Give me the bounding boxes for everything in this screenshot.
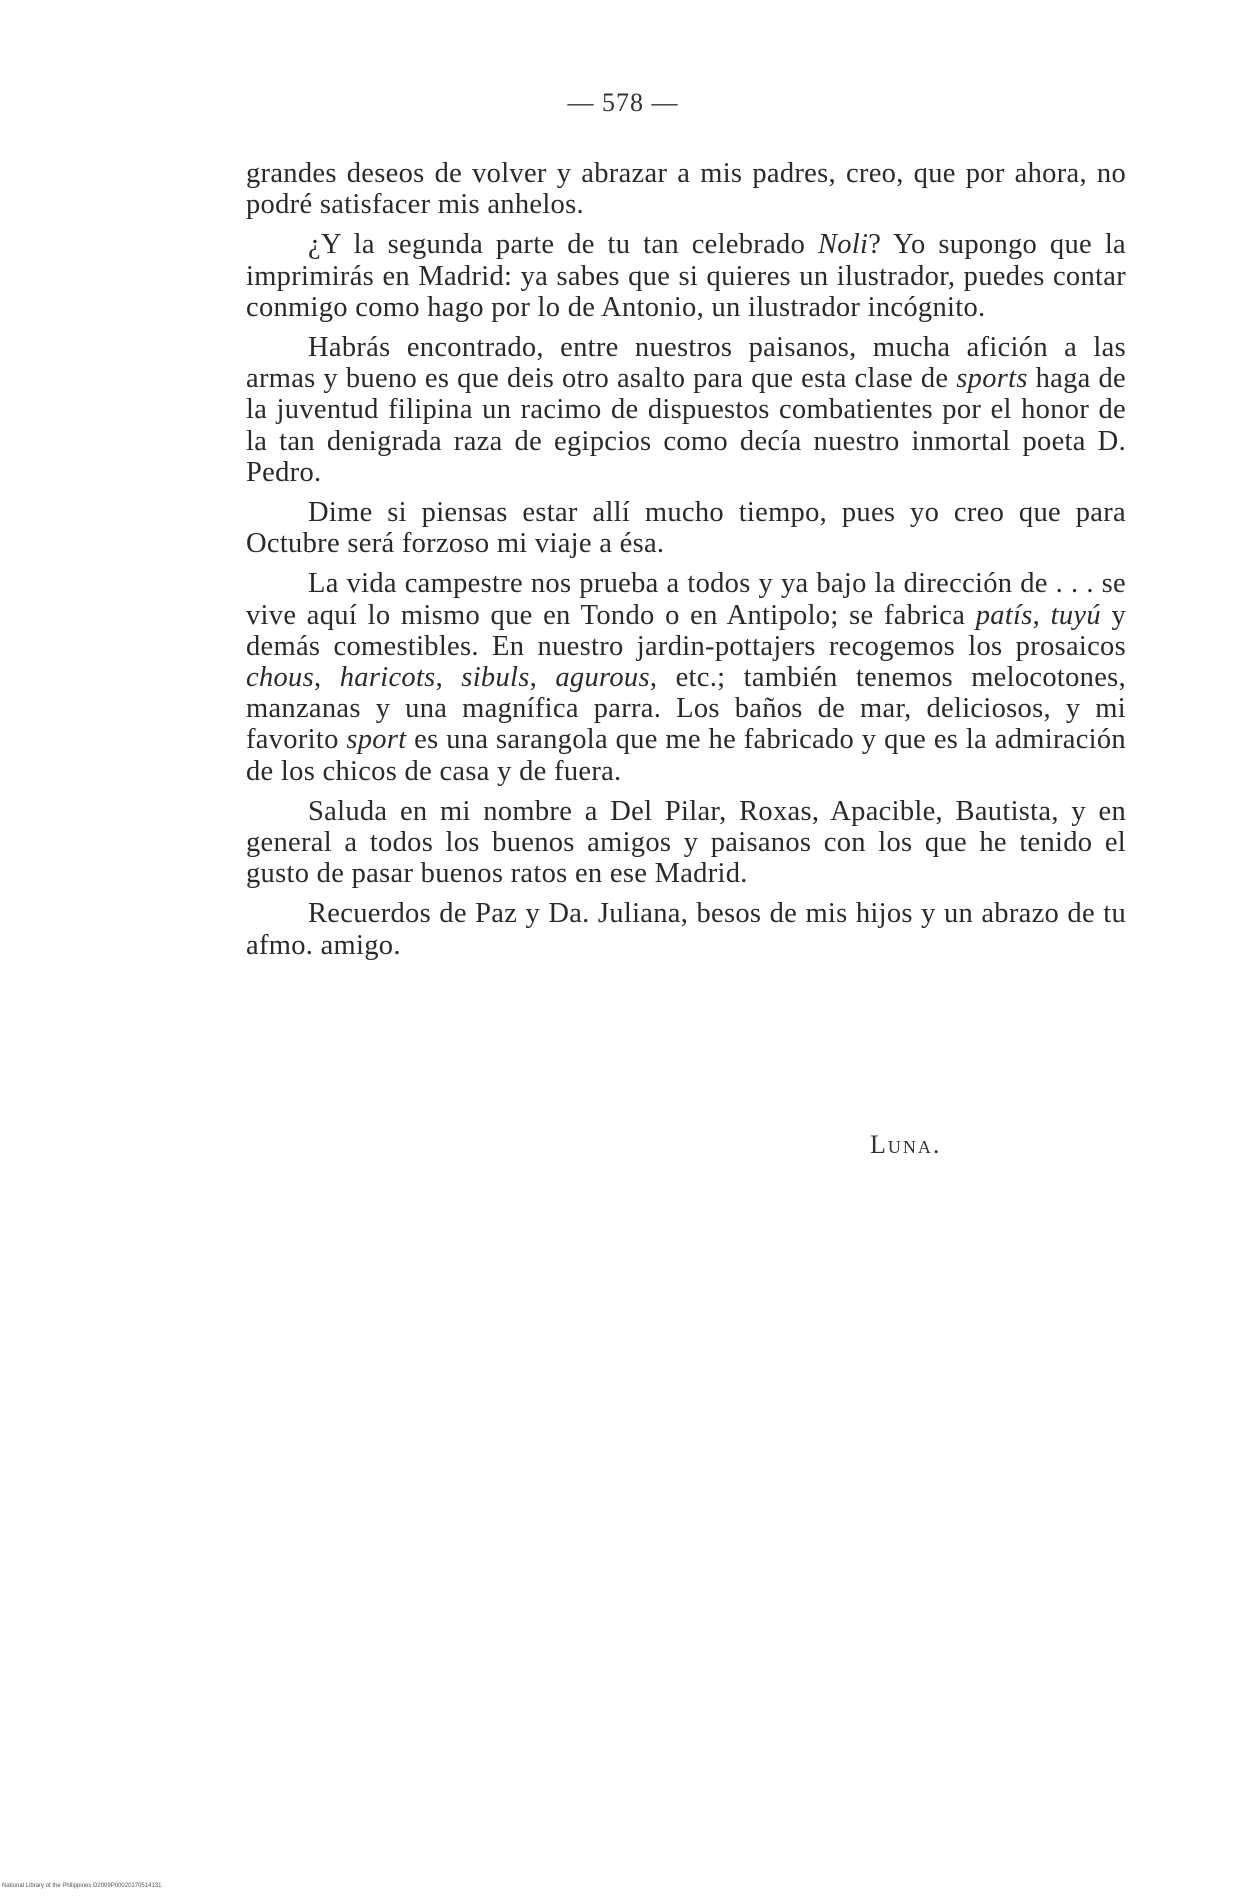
italic-term: agurous [555,662,650,694]
italic-term: sibuls [461,662,530,694]
footer-note: National Library of the Philippines D2009P00020170514131 [2,1883,162,1889]
text-run: Saluda en mi nombre a Del Pilar, Roxas, Apacible, Bautista, y en general a todos los buenos amigos y paisanos con los que he tenido el gusto de pasar buenos ratos en ese Madrid. [246,795,1126,890]
text-run: grandes deseos de volver y abrazar a mis padres, creo, que por ahora, no podré satisfacer mis anhelos. [246,158,1126,221]
text-run: , [435,662,462,694]
text-run: , [529,662,556,694]
text-run: , [1032,599,1051,631]
text-run: haga de la juventud filipina un racimo de dispuestos combatientes por el honor de la tan denigrada raza de egipcios como decía nuestro inmortal poeta D. Pedro. [246,363,1126,488]
text-run: es una sarangola que me he fabricado y que es la admiración de los chicos de casa y de fuera. [246,724,1126,787]
text-run: La vida campestre nos prueba a todos y ya bajo la dirección de . . . se vive aquí lo mismo que en Tondo o en Antipolo; se fabrica [246,568,1126,631]
paragraph [246,229,1126,323]
italic-term: sports [956,363,1028,395]
italic-term: sport [346,724,407,756]
italic-term: haricots [339,662,436,694]
italic-term: Noli [817,229,869,261]
paragraph [246,332,1126,488]
text-run: Dime si piensas estar allí mucho tiempo, pues yo creo que para Octubre será forzoso mi viaje a ésa. [246,497,1126,560]
paragraph [246,796,1126,890]
text-run: y demás comestibles. En nuestro jardin-pottajers recogemos los prosaicos [246,599,1126,662]
text-run: ? Yo supongo que la imprimirás en Madrid: ya sabes que si quieres un ilustrador, puedes contar conmigo como hago por lo de Antonio, un ilustrador incógnito. [246,229,1126,323]
text-run: , [314,662,340,694]
paragraph [246,898,1126,960]
italic-term: chous [246,662,314,694]
letter-body [246,158,1126,970]
paragraph [246,568,1126,786]
text-run: ¿Y la segunda parte de tu tan celebrado [308,229,818,261]
page-number: — 578 — [567,88,679,117]
text-run: Recuerdos de Paz y Da. Juliana, besos de mis hijos y un abrazo de tu afmo. amigo. [246,898,1126,961]
signature: Luna. [870,1130,942,1159]
text-run: Habrás encontrado, entre nuestros paisanos, mucha afición a las armas y bueno es que deis otro asalto para que esta clase de [246,332,1126,395]
paragraph [246,497,1126,559]
italic-term: patís [975,599,1033,631]
italic-term: tuyú [1050,599,1101,631]
text-run: , etc.; también tenemos melocotones, manzanas y una magnífica parra. Los baños de mar, deliciosos, y mi favorito [246,662,1126,756]
paragraph [246,158,1126,220]
